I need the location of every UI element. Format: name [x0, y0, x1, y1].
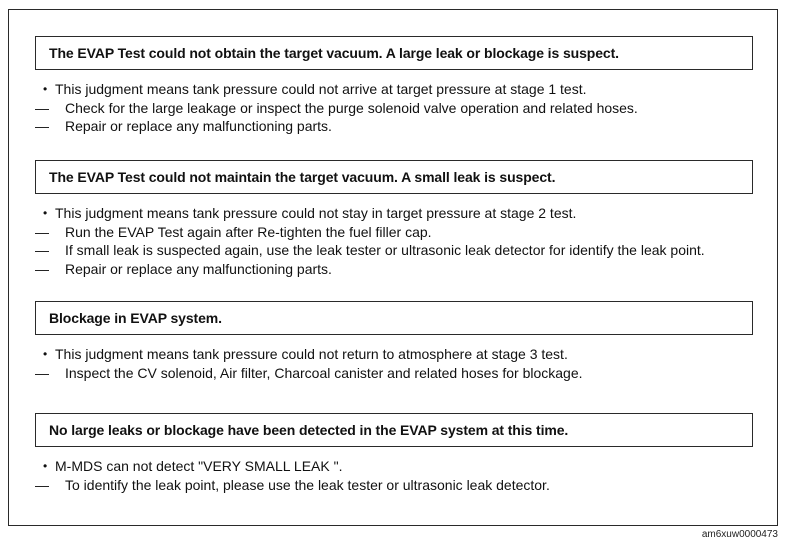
- dash-marker: —: [35, 476, 48, 493]
- section-heading: No large leaks or blockage have been detected in the EVAP system at this time.: [35, 413, 753, 447]
- list-item: [35, 345, 753, 364]
- list-item: [35, 364, 753, 383]
- section-heading: The EVAP Test could not obtain the target vacuum. A large leak or blockage is suspect.: [35, 36, 753, 70]
- list-item-text: To identify the leak point, please use the leak tester or ultrasonic leak detector.: [65, 476, 550, 493]
- bullet-marker: •: [43, 206, 48, 220]
- list-item: [35, 260, 753, 279]
- dash-marker: —: [35, 223, 48, 240]
- section-small-leak: [35, 160, 753, 278]
- list-item: [35, 117, 753, 136]
- section-lines: [35, 345, 753, 382]
- dash-marker: —: [35, 242, 48, 258]
- dash-marker: —: [35, 260, 48, 277]
- dash-marker: —: [35, 99, 48, 116]
- bullet-marker: •: [43, 459, 48, 473]
- list-item-text: M-MDS can not detect "VERY SMALL LEAK ".: [55, 458, 343, 474]
- section-lines: [35, 80, 753, 136]
- dash-marker: —: [35, 364, 48, 381]
- list-item-text: Inspect the CV solenoid, Air filter, Charcoal canister and related hoses for blockage.: [65, 364, 583, 381]
- list-item-text: Repair or replace any malfunctioning parts.: [65, 260, 332, 277]
- section-large-leak: [35, 36, 753, 136]
- list-item-text: If small leak is suspected again, use the leak tester or ultrasonic leak detector for identify the leak point.: [65, 242, 705, 258]
- list-item: [35, 457, 753, 476]
- list-item-text: This judgment means tank pressure could not return to atmosphere at stage 3 test.: [55, 346, 568, 362]
- bullet-marker: •: [43, 347, 48, 361]
- list-item-text: This judgment means tank pressure could not arrive at target pressure at stage 1 test.: [55, 81, 587, 97]
- list-item: [35, 80, 753, 99]
- section-no-leak: [35, 413, 753, 494]
- list-item-text: Check for the large leakage or inspect the purge solenoid valve operation and related hoses.: [65, 99, 638, 116]
- section-lines: [35, 204, 753, 278]
- section-lines: [35, 457, 753, 494]
- list-item: [35, 204, 753, 223]
- section-heading: Blockage in EVAP system.: [35, 301, 753, 335]
- list-item-text: This judgment means tank pressure could not stay in target pressure at stage 2 test.: [55, 205, 577, 221]
- figure-code: am6xuw0000473: [701, 529, 778, 540]
- list-item-text: Repair or replace any malfunctioning parts.: [65, 118, 332, 134]
- dash-marker: —: [35, 118, 48, 134]
- section-blockage: [35, 301, 753, 382]
- list-item: [35, 241, 753, 260]
- list-item-text: Run the EVAP Test again after Re-tighten the fuel filler cap.: [65, 223, 432, 240]
- section-heading: The EVAP Test could not maintain the target vacuum. A small leak is suspect.: [35, 160, 753, 194]
- bullet-marker: •: [43, 82, 48, 96]
- list-item: [35, 476, 753, 495]
- list-item: [35, 99, 753, 118]
- list-item: [35, 223, 753, 242]
